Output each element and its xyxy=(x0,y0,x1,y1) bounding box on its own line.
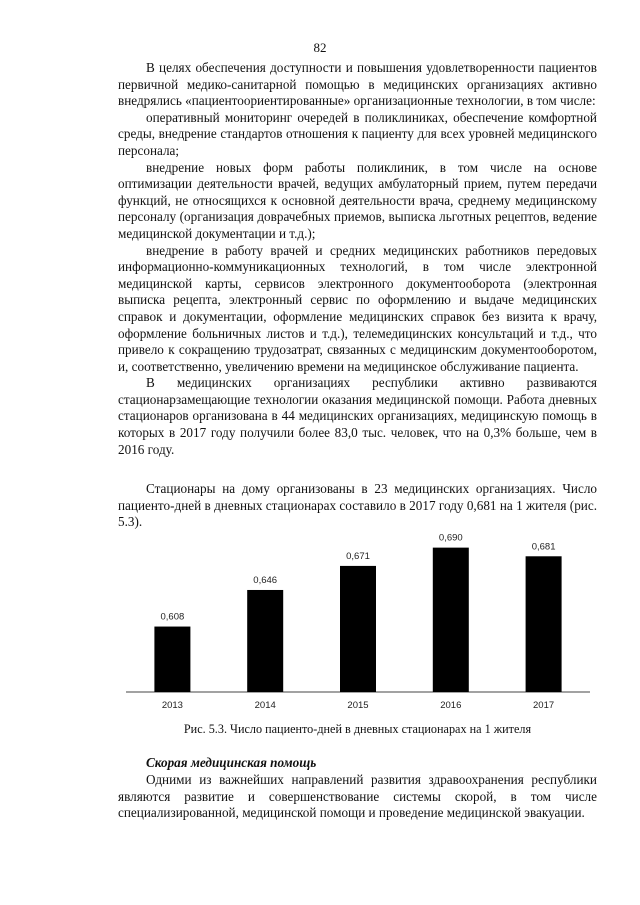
paragraph-it: внедрение в работу врачей и средних медицинских работников передовых информационно-коммуникационных технологий, в том числе электронной медицинской карты, сервисов электронного документооборота (электронная выписка рецепта, электронный сервис по оформлению и выдаче медицинских справок и документации, оформление медицинских справок без визита к врачу, оформление больничных листов и т.д.), телемедицинских консультаций и т.д., что привело к сокращению трудозатрат, связанных с медицинским документооборотом, и, соответственно, увеличению времени на медицинское обслуживание пациента. xyxy=(118,242,597,374)
page-number: 82 xyxy=(313,40,327,55)
x-tick-label-2013: 2013 xyxy=(161,700,183,711)
paragraph-home-hospitals: Стационары на дому организованы в 23 медицинских организациях. Число пациенто-дней в дневных стационарах составило в 2017 году 0,681 на 1 жителя (рис. 5.3). xyxy=(118,481,597,530)
figure-caption: Рис. 5.3. Число пациенто-дней в дневных стационарах на 1 жителя xyxy=(183,722,532,736)
x-tick-label-2016: 2016 xyxy=(440,700,462,711)
bar-2015 xyxy=(340,566,376,692)
bar-2014 xyxy=(247,590,283,692)
paragraph-emergency: Одними из важнейших направлений развития здравоохранения республики являются развитие и совершенствование системы скорой, в том числе специализированной, медицинской помощи и проведение медицинской эвакуации. xyxy=(118,772,597,821)
body-text-bottom xyxy=(118,772,597,822)
x-tick-label-2014: 2014 xyxy=(254,700,276,711)
bar-2013 xyxy=(154,627,190,692)
data-label-2016: 0,690 xyxy=(438,532,463,544)
data-label-2015: 0,671 xyxy=(346,550,370,562)
body-text-top xyxy=(118,60,597,458)
x-tick-label-2015: 2015 xyxy=(347,700,369,711)
paragraph-monitoring: оперативный мониторинг очередей в поликлиниках, обеспечение комфортной среды, внедрение стандартов отношения к пациенту для всех уровней медицинского персонала; xyxy=(118,109,597,158)
bar-chart xyxy=(118,530,598,715)
body-text-before-chart xyxy=(118,481,597,531)
data-label-2013: 0,608 xyxy=(160,611,185,623)
data-label-2017: 0,681 xyxy=(531,541,556,553)
data-label-2014: 0,646 xyxy=(253,574,278,586)
section-title: Скорая медицинская помощь xyxy=(146,755,317,770)
paragraph-intro: В целях обеспечения доступности и повышения удовлетворенности пациентов первичной медико-санитарной помощью в медицинских организациях активно внедрялись «пациентоориентированные» организационные технологии, в том числе: xyxy=(118,60,597,109)
paragraph-new-forms: внедрение новых форм работы поликлиник, в том числе на основе оптимизации деятельности врачей, ведущих амбулаторный прием, путем передачи функций, не относящихся к основной деятельности врача, среднему медицинскому персоналу (организация доврачебных приемов, выписка льготных рецептов, ведение медицинской документации и т.д.); xyxy=(118,159,597,241)
bar-2017 xyxy=(526,556,562,692)
paragraph-day-hospitals: В медицинских организациях республики активно развиваются стационарзамещающие технологии оказания медицинской помощи. Работа дневных стационаров организована в 44 медицинских организациях, медицинскую помощь в которых в 2017 году получили более 83,0 тыс. человек, что на 0,3% больше, чем в 2016 году. xyxy=(118,375,597,457)
x-tick-label-2017: 2017 xyxy=(533,700,555,711)
bar-2016 xyxy=(433,548,469,692)
